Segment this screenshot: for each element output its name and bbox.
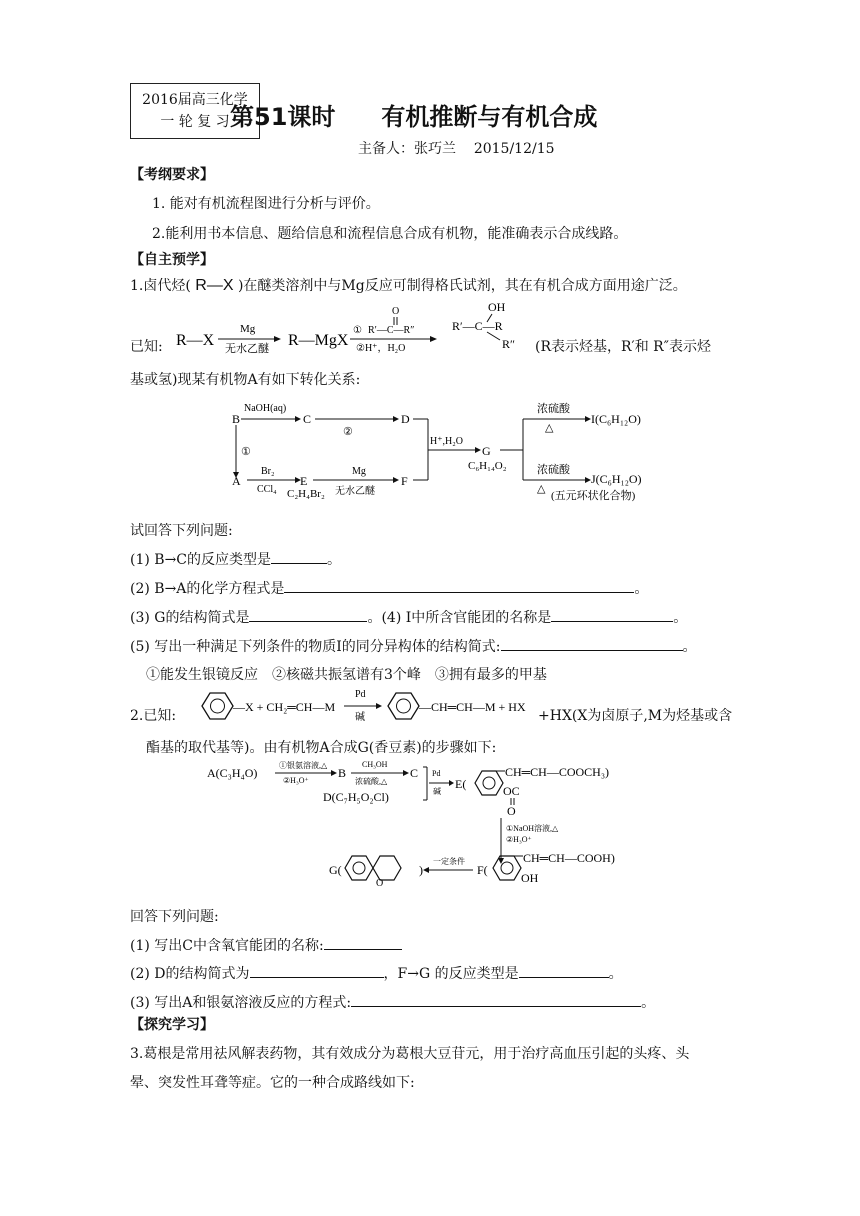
q1-rx: R—X — [195, 277, 234, 294]
syllabus-heading: 【考纲要求】 — [130, 167, 214, 183]
compound-D: D(C₇H₅O₂Cl) — [323, 790, 389, 804]
q2-sub-3-text: (3) 写出A和银氨溶液反应的方程式: — [130, 995, 352, 1011]
reagent-h-water: H⁺,H₂O — [430, 436, 463, 447]
node-E: E — [300, 474, 308, 488]
product-main: R′—C—R — [452, 319, 503, 333]
node-J: J(C₆H₁₂O) — [591, 472, 642, 486]
compound-B: B — [338, 766, 347, 780]
stamp-line-2: 一 轮 复 习 — [160, 114, 230, 130]
q2-sub-2-mid: ，F→G 的反应类型是 — [383, 966, 519, 982]
solvent-ether: 无水乙醚 — [225, 343, 269, 355]
f-side-chain: CH═CH—COOH) — [523, 851, 615, 865]
e-carbonyl-o: O — [507, 804, 516, 818]
q2-line2: 酯基的取代基等)。由有机物A合成G(香豆素)的步骤如下: — [146, 740, 497, 756]
node-B: B — [232, 412, 241, 426]
q2-ask: 回答下列问题: — [130, 909, 219, 925]
q1-sub-5 — [130, 636, 697, 656]
product-oh: OH — [488, 300, 506, 314]
q2-suffix: +HX(X为卤原子,M为烃基或含 — [538, 708, 733, 724]
reagent-br2: Br₂ — [261, 466, 275, 477]
q2-sub-2-text: (2) D的结构简式为 — [130, 966, 250, 982]
g-ring-o: O — [376, 878, 384, 889]
q1-sub-3 — [130, 607, 687, 627]
compound-F-prefix: F( — [477, 863, 488, 877]
q1-known-note-1: (R表示烃基，R′和 R″表示烃 — [535, 339, 711, 355]
catalyst-base: 碱 — [355, 712, 365, 723]
answer-blank[interactable] — [284, 578, 634, 593]
q2-sub-3 — [130, 992, 655, 1012]
step-2-label: ②H⁺，H₂O — [356, 343, 406, 354]
step-1-label: ① — [353, 325, 362, 336]
q3-line-2: 晕、突发性耳聋等症。它的一种合成路线如下: — [130, 1075, 415, 1091]
grignard-reagent: R—MgX — [288, 332, 349, 349]
q1-ask: 试回答下列问题: — [130, 523, 233, 539]
q1-intro — [130, 275, 687, 295]
q1-sub-3-text: (3) G的结构简式是 — [130, 610, 250, 626]
q2-sub-3-end: 。 — [641, 995, 656, 1011]
e-side-chain: CH═CH—COOCH₃) — [505, 765, 610, 779]
q2-sub-2 — [130, 963, 623, 983]
q1-sub-5-text: (5) 写出一种满足下列条件的物质I的同分异构体的结构简式: — [130, 639, 501, 655]
reactant-rx: R—X — [176, 332, 215, 349]
date: 2015/12/15 — [473, 141, 555, 157]
q1-sub-4-end: 。 — [673, 610, 688, 626]
catalyst-pd: Pd — [355, 689, 366, 700]
q1-intro-b: )在醚类溶剂中与Mg反应可制得格氏试剂，其在有机合成方面用途广泛。 — [237, 278, 687, 294]
answer-blank[interactable] — [551, 607, 673, 622]
answer-blank[interactable] — [501, 636, 683, 651]
q1-intro-a: 1.卤代烃( — [130, 278, 191, 294]
syllabus-item-2: 2.能利用书本信息、题给信息和流程信息合成有机物，能准确表示合成线路。 — [152, 226, 628, 242]
q1-sub-2-end: 。 — [634, 581, 649, 597]
coumarin-synthesis-scheme — [205, 758, 675, 898]
q2-sub-1-text: (1) 写出C中含氧官能团的名称: — [130, 938, 324, 954]
answer-blank[interactable] — [249, 607, 367, 622]
cond-label: 一定条件 — [433, 857, 465, 866]
q1-flow-diagram — [225, 395, 685, 510]
answer-blank[interactable] — [351, 992, 641, 1007]
carbonyl-compound: R′—C—R″ — [368, 325, 415, 336]
solvent-ccl4: CCl₄ — [257, 484, 277, 495]
answer-blank[interactable] — [324, 935, 402, 950]
e-formula: C₂H₄Br₂ — [287, 488, 325, 500]
heck-right: —CH═CH—M + HX — [419, 700, 526, 714]
compound-C: C — [410, 766, 419, 780]
stamp-line-1: 2016届高三化学 — [142, 92, 248, 108]
node-I: I(C₆H₁₂O) — [591, 412, 641, 426]
syllabus-item-1: 1. 能对有机流程图进行分析与评价。 — [152, 196, 380, 212]
pd-label: Pd — [432, 769, 441, 778]
answer-blank[interactable] — [271, 549, 327, 564]
answer-blank[interactable] — [519, 963, 609, 978]
node-D: D — [401, 412, 410, 426]
node-F: F — [401, 474, 408, 488]
q1-conditions: ①能发生银镜反应 ②核磁共振氢谱有3个峰 ③拥有最多的甲基 — [146, 667, 547, 683]
preview-heading: 【自主预学】 — [130, 252, 214, 268]
heck-left: —X + CH₂═CH—M — [233, 700, 336, 714]
step-a1: ①银氨溶液,△ — [279, 761, 328, 770]
q1-known-prefix: 已知: — [130, 339, 163, 355]
q2-sub-2-end: 。 — [608, 966, 623, 982]
grignard-reaction — [170, 298, 530, 358]
j-note: (五元环状化合物) — [551, 490, 636, 502]
q1-sub-2-text: (2) B→A的化学方程式是 — [130, 581, 285, 597]
step-1: ① — [241, 446, 251, 458]
step-2: ② — [343, 426, 353, 438]
compound-G-prefix: G( — [329, 863, 342, 877]
q1-sub-1 — [130, 549, 341, 569]
e-ester: OC — [503, 784, 520, 798]
reagent-naoh: NaOH(aq) — [244, 403, 287, 414]
step-naoh: ①NaOH溶液,△ — [506, 824, 559, 833]
step-h3o: ②H₃O⁺ — [506, 835, 532, 844]
preparer: 主备人：张巧兰 — [358, 141, 456, 157]
page-title — [230, 97, 597, 132]
reagent-mg2: Mg — [352, 466, 366, 477]
step-a2: ②H₃O⁺ — [283, 776, 309, 785]
product-r2: R″ — [502, 337, 516, 351]
reagent-h2so4-2: 浓硫酸 — [537, 464, 570, 476]
q1-sub-1-text: (1) B→C的反应类型是 — [130, 552, 272, 568]
node-C: C — [303, 412, 312, 426]
lesson-number: 第51课时 — [230, 103, 336, 131]
q1-sub-5-end: 。 — [682, 639, 697, 655]
explore-heading: 【探究学习】 — [130, 1017, 214, 1033]
q1-sub-2 — [130, 578, 648, 598]
heck-reaction — [192, 684, 542, 728]
q2-prefix: 2.已知: — [130, 708, 177, 724]
q2-sub-1 — [130, 935, 402, 955]
preparer-line — [358, 138, 555, 158]
node-A: A — [232, 474, 241, 488]
node-G: G — [482, 444, 491, 458]
answer-blank[interactable] — [250, 963, 384, 978]
base-label: 碱 — [433, 787, 441, 796]
solvent-ether2: 无水乙醚 — [335, 486, 375, 497]
lesson-title: 有机推断与有机合成 — [381, 103, 598, 131]
reagent-meoh: CH₃OH — [362, 760, 388, 769]
reagent-h2so4-1: 浓硫酸 — [537, 403, 570, 415]
f-oh: OH — [521, 871, 539, 885]
carbonyl-o: O — [392, 306, 400, 317]
reagent-h2so4: 浓硫酸,△ — [355, 777, 388, 786]
q1-known-note-2: 基或氢)现某有机物A有如下转化关系: — [130, 372, 361, 388]
q3-line-1: 3.葛根是常用祛风解表药物，其有效成分为葛根大豆苷元，用于治疗高血压引起的头疼、头 — [130, 1046, 690, 1062]
heat-1: △ — [545, 422, 554, 434]
compound-A: A(C₃H₄O) — [207, 766, 258, 780]
q1-sub-4-text: 。(4) I中所含官能团的名称是 — [367, 610, 552, 626]
g-formula: C₆H₁₄O₂ — [468, 460, 507, 472]
heat-2: △ — [537, 483, 546, 495]
compound-G-suffix: ) — [419, 863, 423, 877]
compound-E-prefix: E( — [455, 777, 467, 791]
q1-sub-1-end: 。 — [327, 552, 342, 568]
reagent-mg: Mg — [240, 323, 256, 335]
